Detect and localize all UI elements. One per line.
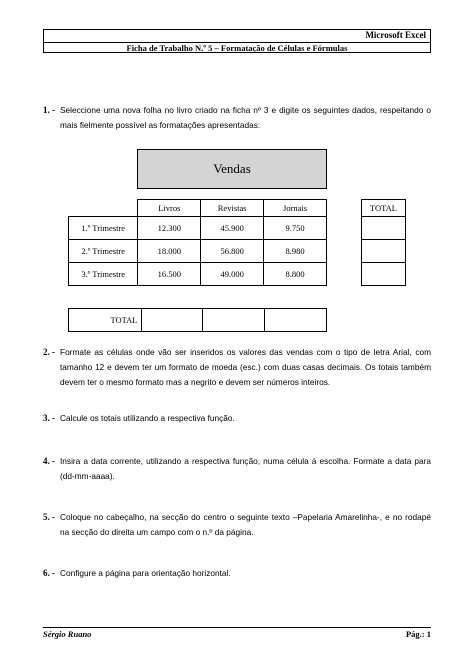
document-header [43, 29, 431, 53]
total-cell [265, 309, 327, 332]
question-text: Seleccione uma nova folha no livro criado na ficha nº 3 e digite os seguintes dados, respeitando o mais fielmente possível as formatações apresentadas: [60, 105, 431, 130]
footer-page-number: Pág.: 1 [405, 629, 431, 639]
total-row-label: TOTAL [69, 309, 142, 332]
table-cell: 56.800 [201, 240, 264, 263]
table-cell: 8.800 [264, 263, 327, 286]
question-4 [43, 454, 431, 484]
table-cell: 45.900 [201, 217, 264, 240]
total-cell [362, 240, 406, 263]
table-row [69, 240, 327, 263]
table-row [69, 217, 327, 240]
question-5 [43, 510, 431, 540]
question-number: 5. - [43, 512, 55, 522]
total-column-table [361, 199, 406, 286]
total-cell [362, 217, 406, 240]
question-2 [43, 345, 431, 390]
question-text: Coloque no cabeçalho, na secção do centro o seguinte texto –Papelaria Amarelinha-, e no rodapé na secção do direita um campo com o n.º da página. [60, 512, 431, 537]
column-header: Revistas [201, 200, 264, 217]
question-text: Insira a data corrente, utilizando a respectiva função, numa célula á escolha. Formate a data para (dd-mm-aaaa). [60, 456, 431, 481]
total-cell [141, 309, 203, 332]
table-cell: 8.980 [264, 240, 327, 263]
total-column-header: TOTAL [362, 200, 406, 217]
question-number: 4. - [43, 456, 55, 466]
question-number: 6. - [43, 568, 55, 578]
footer-divider [43, 627, 431, 628]
sales-table-title: Vendas [137, 149, 327, 189]
question-text: Calcule os totais utilizando a respectiva função. [60, 413, 235, 423]
table-cell: 18.000 [138, 240, 201, 263]
column-header: Jornais [264, 200, 327, 217]
row-label: 3.º Trimestre [69, 263, 138, 286]
question-1 [43, 103, 431, 133]
total-row-table [68, 308, 327, 332]
table-cell: 49.000 [201, 263, 264, 286]
column-header: Livros [138, 200, 201, 217]
row-label: 1.º Trimestre [69, 217, 138, 240]
question-6 [43, 566, 431, 581]
question-text: Formate as células onde vão ser inseridos os valores das vendas com o tipo de letra Arial, com tamanho 12 e devem ter um formato de moeda (esc.) com duas casas decimais. Os totais também devem ter o mesmo formato mas a negrito e devem ser números inteiros. [60, 347, 431, 387]
table-row [69, 263, 327, 286]
question-number: 3. - [43, 413, 55, 423]
question-text: Configure a página para orientação horizontal. [60, 568, 231, 578]
row-label: 2.º Trimestre [69, 240, 138, 263]
table-cell: 9.750 [264, 217, 327, 240]
table-corner [69, 200, 138, 217]
header-title: Ficha de Trabalho N.º 5 – Formatação de Células e Fórmulas [126, 43, 348, 53]
sales-table [68, 199, 327, 286]
header-app-name: Microsoft Excel [365, 30, 426, 40]
table-cell: 16.500 [138, 263, 201, 286]
table-header-row [69, 200, 327, 217]
total-cell [362, 263, 406, 286]
question-number: 1. - [43, 105, 55, 115]
footer-author: Sérgio Ruano [43, 629, 92, 639]
question-3 [43, 411, 431, 426]
total-cell [203, 309, 265, 332]
question-number: 2. - [43, 347, 55, 357]
table-cell: 12.300 [138, 217, 201, 240]
